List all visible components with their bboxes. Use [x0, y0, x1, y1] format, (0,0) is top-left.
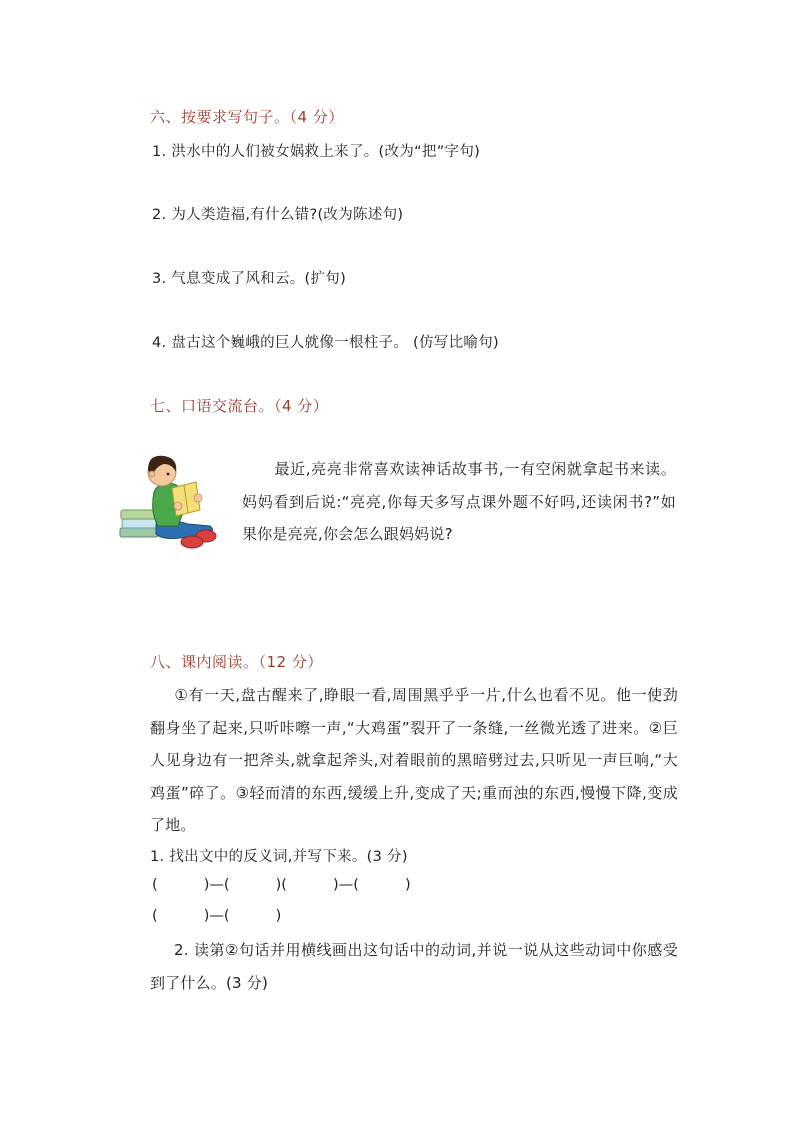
- section8-title: 八、课内阅读。（12 分）: [150, 653, 323, 671]
- section7-scenario: [242, 453, 676, 551]
- section8-passage: [150, 679, 678, 842]
- section8-passage-text: ①有一天,盘古醒来了,睁眼一看,周围黑乎乎一片,什么也看不见。他一使劲翻身坐了起来,只听咔嚓一声,“大鸡蛋”裂开了一条缝,一丝微光透了进来。②巨人见身边有一把斧头,就拿起斧头,对着眼前的黑暗劈过去,只听见一声巨响,“大鸡蛋”碎了。③轻而清的东西,缓缓上升,变成了天;重而浊的东西,慢慢下降,变成了地。: [150, 686, 678, 834]
- section8-question-2: [150, 934, 678, 999]
- section8-question-2-text: 2. 读第②句话并用横线画出这句话中的动词,并说一说从这些动词中你感受到了什么。(3 分): [150, 941, 678, 992]
- section8-question-1-text: 1. 找出文中的反义词,并写下来。(3 分): [150, 849, 408, 865]
- section7-title: 七、口语交流台。（4 分）: [150, 397, 329, 415]
- section7-scenario-text: 最近,亮亮非常喜欢读神话故事书,一有空闲就拿起书来读。妈妈看到后说:“亮亮,你每天多写点课外题不好吗,还读闲书?”如果你是亮亮,你会怎么跟妈妈说?: [242, 460, 676, 543]
- boy-reading-book-illustration: [118, 450, 218, 552]
- section8-question-1: [150, 845, 408, 866]
- section6-item-2: 2. 为人类造福,有什么错?(改为陈述句): [152, 207, 404, 223]
- section6-title: 六、按要求写句子。（4 分）: [150, 108, 344, 126]
- antonym-blanks-row-1: ( )—( )( )—( ): [152, 877, 411, 893]
- section6-item-3: 3. 气息变成了风和云。(扩句): [152, 271, 347, 287]
- section6-item-1: 1. 洪水中的人们被女娲救上来了。(改为“把”字句): [152, 144, 481, 160]
- section6-item-4: 4. 盘古这个巍峨的巨人就像一根柱子。 (仿写比喻句): [152, 335, 499, 351]
- antonym-blanks-row-2: ( )—( ): [152, 908, 282, 924]
